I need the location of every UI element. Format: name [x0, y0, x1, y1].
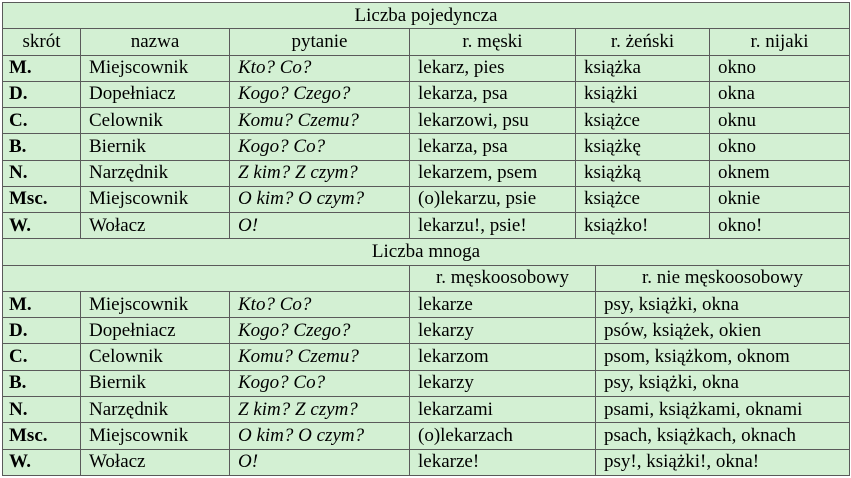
header-non-masculine-personal: r. nie męskoosobowy — [596, 265, 850, 291]
table-row — [3, 318, 850, 344]
case-question: Z kim? Z czym? — [230, 396, 410, 422]
feminine-form: książko! — [576, 213, 710, 239]
masculine-personal-form: lekarzy — [410, 370, 596, 396]
header-name: nazwa — [81, 29, 230, 55]
neuter-form: okno — [710, 55, 850, 81]
case-question: O! — [230, 449, 410, 475]
header-feminine: r. żeński — [576, 29, 710, 55]
table-row — [3, 213, 850, 239]
case-question: Kogo? Co? — [230, 134, 410, 160]
header-question: pytanie — [230, 29, 410, 55]
table-row — [3, 186, 850, 212]
table-row — [3, 134, 850, 160]
masculine-personal-form: lekarze — [410, 291, 596, 317]
case-question: O kim? O czym? — [230, 423, 410, 449]
table-row — [3, 55, 850, 81]
plural-title-row — [3, 239, 850, 265]
case-name: Miejscownik — [81, 55, 230, 81]
case-abbr: W. — [3, 449, 81, 475]
case-name: Miejscownik — [81, 186, 230, 212]
non-masculine-personal-form: psy, książki, okna — [596, 291, 850, 317]
masculine-form: (o)lekarzu, psie — [410, 186, 576, 212]
case-name: Miejscownik — [81, 423, 230, 449]
plural-header-row — [3, 265, 850, 291]
case-abbr: Msc. — [3, 186, 81, 212]
non-masculine-personal-form: psy, książki, okna — [596, 370, 850, 396]
case-name: Wołacz — [81, 449, 230, 475]
header-masculine-personal: r. męskoosobowy — [410, 265, 596, 291]
case-name: Dopełniacz — [81, 81, 230, 107]
feminine-form: książka — [576, 55, 710, 81]
case-abbr: D. — [3, 81, 81, 107]
table-row — [3, 81, 850, 107]
table-row — [3, 449, 850, 475]
case-question: O! — [230, 213, 410, 239]
case-name: Wołacz — [81, 213, 230, 239]
case-name: Celownik — [81, 344, 230, 370]
case-question: Kogo? Czego? — [230, 318, 410, 344]
masculine-personal-form: (o)lekarzach — [410, 423, 596, 449]
feminine-form: książkę — [576, 134, 710, 160]
case-question: Z kim? Z czym? — [230, 160, 410, 186]
plural-header-spacer — [3, 265, 410, 291]
table-row — [3, 423, 850, 449]
masculine-form: lekarzowi, psu — [410, 108, 576, 134]
case-abbr: D. — [3, 318, 81, 344]
masculine-form: lekarzem, psem — [410, 160, 576, 186]
feminine-form: książki — [576, 81, 710, 107]
masculine-personal-form: lekarzami — [410, 396, 596, 422]
case-name: Miejscownik — [81, 291, 230, 317]
neuter-form: oknem — [710, 160, 850, 186]
case-question: Komu? Czemu? — [230, 108, 410, 134]
feminine-form: książką — [576, 160, 710, 186]
non-masculine-personal-form: psami, książkami, oknami — [596, 396, 850, 422]
case-abbr: B. — [3, 134, 81, 160]
case-question: Kto? Co? — [230, 55, 410, 81]
singular-title-row — [3, 3, 850, 29]
masculine-form: lekarzu!, psie! — [410, 213, 576, 239]
masculine-form: lekarz, pies — [410, 55, 576, 81]
non-masculine-personal-form: psów, książek, okien — [596, 318, 850, 344]
table-row — [3, 344, 850, 370]
case-abbr: N. — [3, 396, 81, 422]
non-masculine-personal-form: psy!, książki!, okna! — [596, 449, 850, 475]
feminine-form: książce — [576, 108, 710, 134]
case-name: Celownik — [81, 108, 230, 134]
case-abbr: N. — [3, 160, 81, 186]
non-masculine-personal-form: psom, książkom, oknom — [596, 344, 850, 370]
neuter-form: oknie — [710, 186, 850, 212]
singular-title: Liczba pojedyncza — [3, 3, 850, 29]
non-masculine-personal-form: psach, książkach, oknach — [596, 423, 850, 449]
case-abbr: M. — [3, 291, 81, 317]
case-name: Biernik — [81, 134, 230, 160]
table-row — [3, 160, 850, 186]
singular-header-row — [3, 29, 850, 55]
header-masculine: r. męski — [410, 29, 576, 55]
neuter-form: okno — [710, 134, 850, 160]
case-name: Narzędnik — [81, 160, 230, 186]
case-abbr: C. — [3, 344, 81, 370]
case-abbr: Msc. — [3, 423, 81, 449]
feminine-form: książce — [576, 186, 710, 212]
masculine-personal-form: lekarzy — [410, 318, 596, 344]
case-abbr: M. — [3, 55, 81, 81]
case-abbr: B. — [3, 370, 81, 396]
case-name: Narzędnik — [81, 396, 230, 422]
case-abbr: C. — [3, 108, 81, 134]
neuter-form: okna — [710, 81, 850, 107]
case-name: Biernik — [81, 370, 230, 396]
header-neuter: r. nijaki — [710, 29, 850, 55]
table-row — [3, 370, 850, 396]
masculine-personal-form: lekarze! — [410, 449, 596, 475]
case-question: O kim? O czym? — [230, 186, 410, 212]
case-question: Komu? Czemu? — [230, 344, 410, 370]
case-question: Kogo? Czego? — [230, 81, 410, 107]
case-question: Kogo? Co? — [230, 370, 410, 396]
masculine-form: lekarza, psa — [410, 134, 576, 160]
case-name: Dopełniacz — [81, 318, 230, 344]
case-question: Kto? Co? — [230, 291, 410, 317]
declension-table — [2, 2, 850, 476]
table-row — [3, 396, 850, 422]
table-row — [3, 108, 850, 134]
neuter-form: oknu — [710, 108, 850, 134]
case-abbr: W. — [3, 213, 81, 239]
plural-title: Liczba mnoga — [3, 239, 850, 265]
table-row — [3, 291, 850, 317]
masculine-personal-form: lekarzom — [410, 344, 596, 370]
masculine-form: lekarza, psa — [410, 81, 576, 107]
neuter-form: okno! — [710, 213, 850, 239]
header-abbr: skrót — [3, 29, 81, 55]
